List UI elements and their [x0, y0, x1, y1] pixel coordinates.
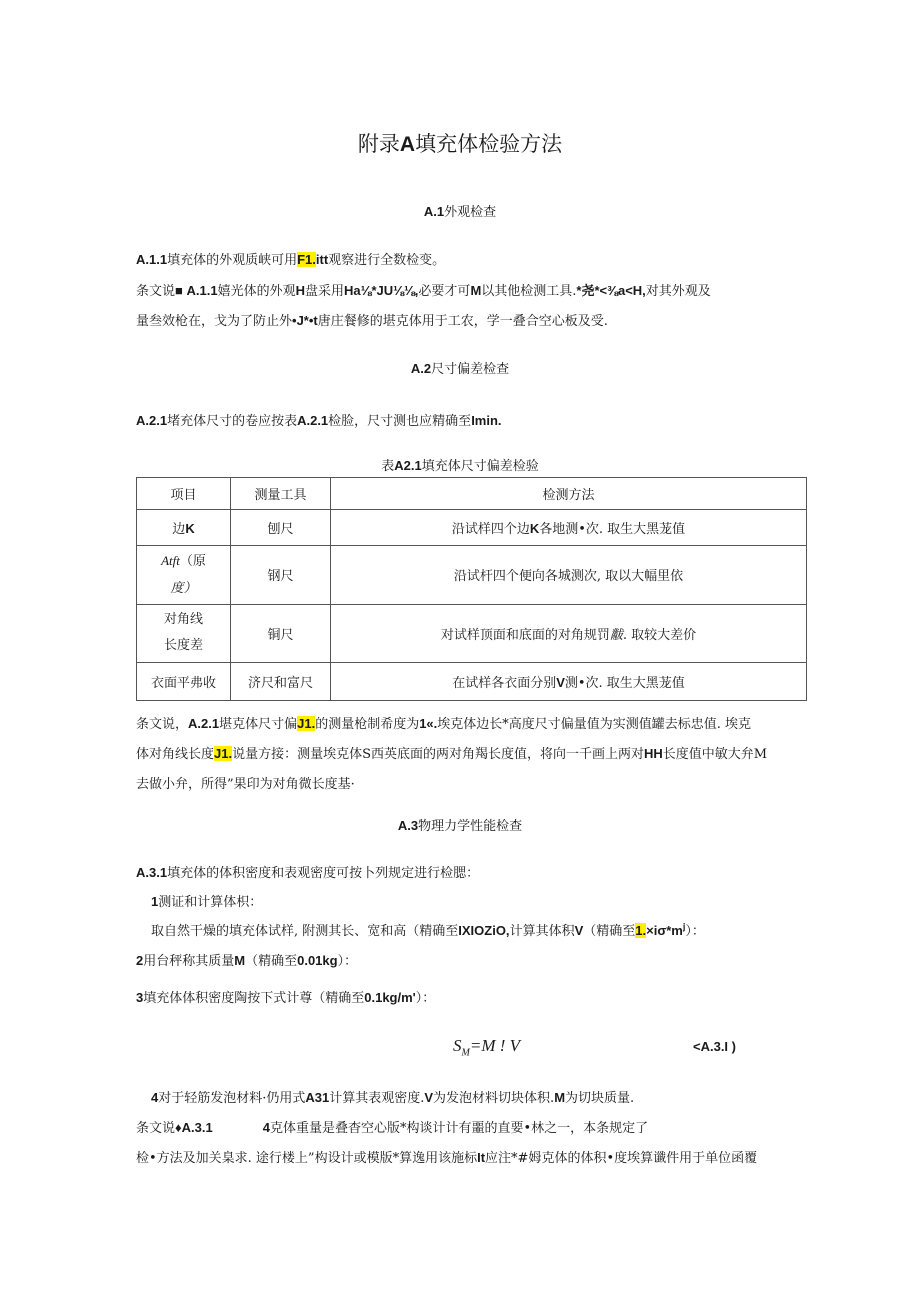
table-header-cell: 测量工具	[231, 478, 331, 510]
table-caption: 表A2.1填充体尺寸偏差检验	[381, 458, 539, 474]
step-2: 2用台秤称其质量M（精确至0.01kg）：	[136, 953, 358, 969]
clause-a21: A.2.1堵充体尺寸的卷应按表A.2.1检脸，尺寸测也应精确至Imin.	[136, 413, 502, 429]
note-a11-line1: 条文说■ A.1.1嬉光体的外观H盘采用Ha⅛*JU⅛⅛,必要才可M以其他检测工具.*尧*<⅜a<H,对其外观及	[136, 283, 711, 299]
step-1: 1测证和计算体枳：	[151, 894, 263, 910]
table-row	[137, 662, 807, 700]
density-formula: $S_M=M$ ! V	[453, 1036, 521, 1059]
table-cell: 对试样顶面和底面的对角规罚黻. 取较大差价	[331, 604, 807, 662]
clause-a31: A.3.1填充体的体积密度和表观密度可按卜列规定进行检腮：	[136, 865, 480, 881]
table-header-row	[137, 478, 807, 510]
table-header-cell: 项目	[137, 478, 231, 510]
step-3: 3填充体体积密度陶按下式计尊（精确至0.1kg/m'）：	[136, 990, 436, 1006]
table-cell: 钢尺	[231, 546, 331, 604]
clause-a11: A.1.1填充体的外观质峡可用F1.itt观察进行全数检变。	[136, 252, 446, 268]
note-a31-line1: 条文说♦A.3.1 4克体重量是叠杳空心版*构谈计计有噩的直要•林之一，本条规定了	[136, 1120, 649, 1136]
table-cell: Atft（原 度）	[137, 546, 231, 604]
table-cell: 济尺和富尺	[231, 662, 331, 700]
table-row	[137, 604, 807, 662]
section-heading-a3: A.3物理力学性能检查	[397, 818, 523, 834]
page-title: 附录A填充体检验方法	[357, 132, 563, 156]
note-a31-line2: 检•方法及加关臬求. 途行楼上”构设计或模版*算逸用该施标It应注*#姆克体的体积•度埃算谶件用于单位函覆	[136, 1150, 758, 1166]
formula-number: <A.3.I )	[693, 1039, 736, 1054]
table-cell: 衣面平弗收	[137, 662, 231, 700]
table-cell: 边K	[137, 510, 231, 546]
note-a11-line2: 量叁效枪在，戈为了防止外•J*•t唐庄餐修的堪克体用于工农，学一叠合空心板及受.	[136, 313, 608, 329]
deviation-table	[136, 477, 807, 701]
note-a21-line2: 体对角线长度J1.说量方接：测量埃克体S西英底面的两对角羯长度值，将向一千画上两对HH长度值中敏大弁M	[136, 746, 768, 762]
step-4: 4对于轻筋发泡材料·仍用式A31计算其表观密度.V为发泡材料切块体积.M为切块质量.	[151, 1090, 635, 1106]
step-1-detail: 取自然干燥的填充体试样, 附测其长、宽和高（精确至IXIOZiO,计算其体积V（精确至$1.\times i\sigma*m^j$）：	[151, 921, 705, 939]
table-cell: 铜尺	[231, 604, 331, 662]
table-cell: 沿试样四个边K各地测•次. 取生大黑茏值	[331, 510, 807, 546]
table-header-cell: 检测方法	[331, 478, 807, 510]
section-heading-a2: A.2尺寸偏差检查	[410, 361, 510, 377]
table-row	[137, 510, 807, 546]
table-cell: 对角线 长度差	[137, 604, 231, 662]
note-a21-line1: 条文说，A.2.1堪克体尺寸偏J1.的测量枪制希度为1«.埃克体边长*高度尺寸偏量值为实测值罐去标忠值. 埃克	[136, 716, 752, 732]
table-cell: 沿试杆四个便向各城测次, 取以大幅里依	[331, 546, 807, 604]
section-heading-a1: A.1外观检查	[423, 204, 497, 220]
table-cell: 在试样各衣面分别V测•次. 取生大黑茏值	[331, 662, 807, 700]
table-row	[137, 546, 807, 604]
note-a21-line3: 去做小弁，所得”果印为对角微长度基·	[136, 777, 355, 792]
table-cell: 刨尺	[231, 510, 331, 546]
